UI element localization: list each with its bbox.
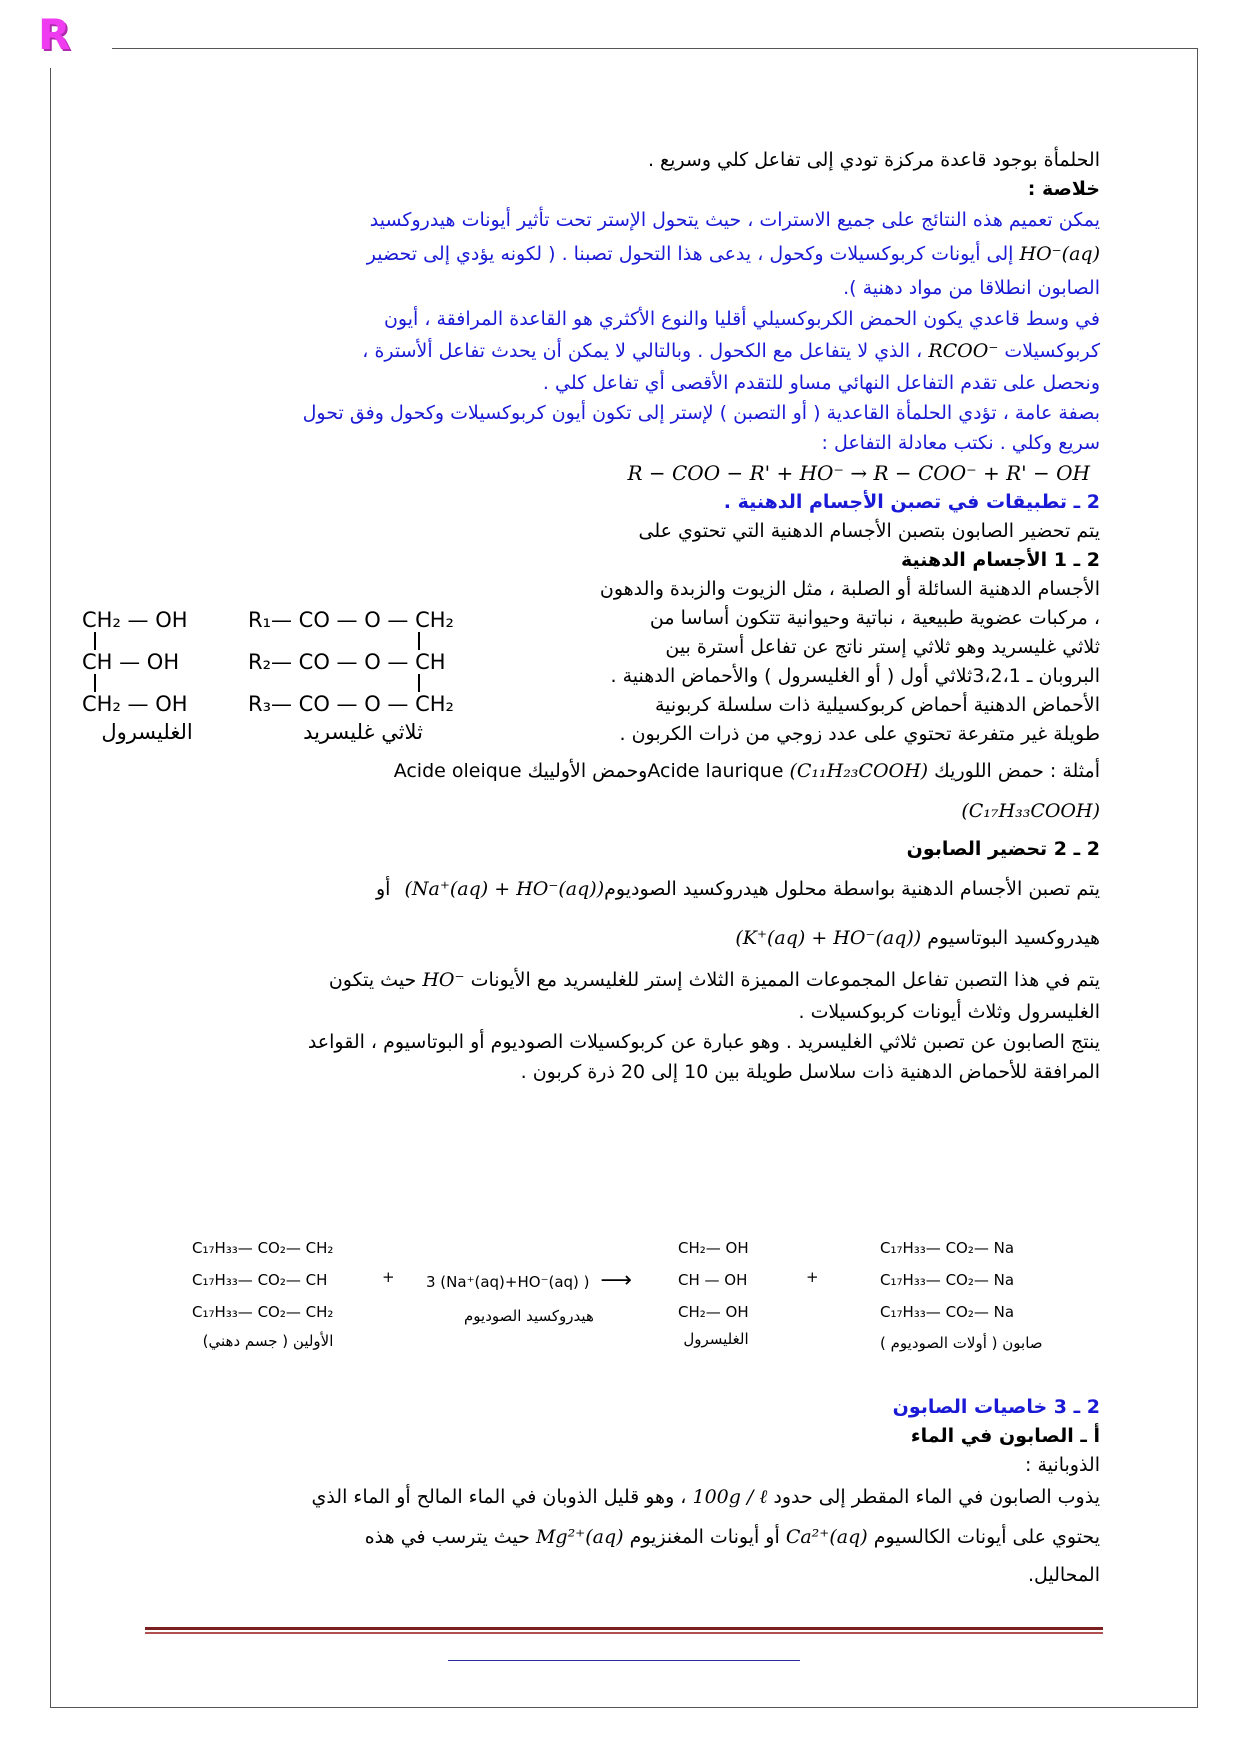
paragraph-intro: الحلمأة بوجود قاعدة مركزة تودي إلى تفاعل كلي وسريع .	[647, 149, 1100, 171]
summary-line: بصفة عامة ، تؤدي الحلمأة القاعدية ( أو التصبن ) لإستر إلى تكون أيون كربوكسيلات وكحول وفق تحول	[302, 402, 1100, 424]
acid-name-lauric: Acide laurique	[647, 760, 784, 782]
glycerol-row: CH₂ — OH	[82, 608, 188, 632]
section-2-title: 2 ـ تطبيقات في تصبن الأجسام الدهنية .	[723, 491, 1100, 513]
summary-line: سريع وكلي . نكتب معادلة التفاعل :	[821, 432, 1100, 454]
section-2-3-title: 2 ـ 3 خاصيات الصابون	[892, 1396, 1100, 1418]
glycerol-row: CH₂ — OH	[82, 692, 188, 716]
triglyceride-row: R₁— CO — O — CH₂	[248, 608, 454, 632]
triglyceride-caption: ثلاثي غليسريد	[303, 720, 423, 744]
fatty-line: الأجسام الدهنية السائلة أو الصلبة ، مثل الزيوت والزبدة والدهون	[599, 578, 1100, 600]
soap-prep-line: الغليسرول وثلاث أيونات كربوكسيلات .	[798, 1001, 1100, 1023]
acid-name-oleic: Acide oleique	[393, 760, 522, 782]
olein-row: C₁₇H₃₃— CO₂— CH	[192, 1271, 328, 1289]
formula-solubility: 100g / ℓ	[692, 1486, 768, 1508]
reaction-glycerol	[678, 1232, 749, 1350]
glycerol-product-caption: الغليسرول	[683, 1330, 749, 1348]
examples-and: وحمض الأولييك	[527, 760, 648, 782]
glycerol-product-row: CH — OH	[678, 1271, 748, 1289]
saponification-equation: R − COO − R' + HO⁻ → R − COO⁻ + R' − OH	[627, 461, 1090, 485]
reaction-plus-2: +	[806, 1268, 819, 1286]
section-2-1-title: 2 ـ 1 الأجسام الدهنية	[900, 549, 1100, 571]
examples-label: أمثلة : حمض اللوريك	[934, 760, 1100, 782]
formula-naoh: (Na⁺(aq) + HO⁻(aq))	[404, 878, 605, 900]
soap-row: C₁₇H₃₃— CO₂— Na	[880, 1303, 1015, 1321]
formula-lauric: (C₁₁H₂₃COOH)	[789, 760, 929, 782]
examples-line-2	[150, 789, 1100, 833]
summary-line: ونحصل على تقدم التفاعل النهائي مساو للتقدم الأقصى أي تفاعل كلي .	[542, 372, 1100, 394]
section-2-2-title: 2 ـ 2 تحضير الصابون	[906, 838, 1100, 860]
solubility-text: أو أيونات المغنزيوم	[629, 1526, 780, 1548]
fatty-line: ، مركبات عضوية طبيعية ، نباتية وحيوانية تتكون أساسا من	[649, 607, 1100, 629]
formula-koh: (K⁺(aq) + HO⁻(aq))	[735, 927, 922, 949]
reaction-plus-1: +	[382, 1268, 395, 1286]
soap-prep-or: أو	[375, 878, 391, 900]
soap-prep-line: ينتج الصابون عن تصبن ثلاثي الغليسريد . وهو عبارة عن كربوكسيلات الصوديوم أو البوتاسيوم ، القواعد	[307, 1031, 1100, 1053]
olein-row: C₁₇H₃₃— CO₂— CH₂	[192, 1239, 334, 1257]
bond-vertical	[94, 632, 96, 650]
glycerol-caption: الغليسرول	[101, 720, 193, 744]
bond-vertical	[94, 674, 96, 692]
fatty-line: البروبان ـ 3،2،1ثلاثي أول ( أو الغليسرول ) والأحماض الدهنية .	[610, 665, 1100, 687]
soap-properties	[150, 1392, 1100, 1590]
solubility-text: يحتوي على أيونات الكالسيوم	[873, 1526, 1100, 1548]
naoh-formula: 3 (Na⁺(aq)+HO⁻(aq) )	[426, 1273, 590, 1291]
footer-rule-thin	[145, 1632, 1103, 1634]
fatty-bodies-text	[500, 575, 1100, 749]
summary-line: في وسط قاعدي يكون الحمض الكربوكسيلي أقليا والنوع الأكثري هو القاعدة المرافقة ، أيون	[383, 308, 1100, 330]
solubility-line	[150, 1514, 1100, 1560]
triglyceride-row: R₂— CO — O — CH	[248, 650, 446, 674]
summary-line-text: كربوكسيلات	[1004, 340, 1100, 362]
reaction-arrow: ⟶	[600, 1268, 632, 1293]
glycerol-figure	[82, 608, 212, 744]
soap-prep-text: هيدروكسيد البوتاسيوم	[927, 927, 1100, 949]
formula-ho-ion: HO⁻	[422, 969, 465, 991]
olein-row: C₁₇H₃₃— CO₂— CH₂	[192, 1303, 334, 1321]
footer-link-line	[448, 1660, 800, 1661]
fatty-line: طويلة غير متفرعة تحتوي على عدد زوجي من ذرات الكربون .	[619, 723, 1100, 745]
soap-row: C₁₇H₃₃— CO₂— Na	[880, 1271, 1015, 1289]
soap-prep-text: حيث يتكون	[328, 969, 417, 991]
formula-ho: HO⁻(aq)	[1019, 243, 1100, 265]
page-border-top	[112, 48, 1198, 49]
reaction-olein	[192, 1232, 333, 1354]
soap-row: C₁₇H₃₃— CO₂— Na	[880, 1239, 1015, 1257]
examples-line	[150, 753, 1100, 789]
summary-title: خلاصة :	[1027, 178, 1100, 200]
formula-magnesium: Mg²⁺(aq)	[535, 1526, 624, 1548]
section-2-intro: يتم تحضير الصابون بتصبن الأجسام الدهنية التي تحتوي على	[638, 520, 1100, 542]
logo-r: R	[38, 10, 71, 59]
formula-rcoo: RCOO⁻	[928, 340, 999, 362]
solubility-title: الذوبانية :	[1025, 1454, 1100, 1476]
summary-line: الصابون انطلاقا من مواد دهنية ).	[843, 277, 1100, 299]
bond-vertical	[418, 674, 420, 692]
section-2-3-a-title: أ ـ الصابون في الماء	[910, 1425, 1100, 1447]
footer-rule	[145, 1627, 1103, 1630]
soap-prep-text: يتم في هذا التصبن تفاعل المجموعات المميزة الثلاث إستر للغليسريد مع الأيونات	[470, 969, 1100, 991]
soap-prep-line: المرافقة للأحماض الدهنية ذات سلاسل طويلة بين 10 إلى 20 ذرة كربون .	[520, 1061, 1100, 1083]
solubility-text: يذوب الصابون في الماء المقطر إلى حدود	[773, 1486, 1100, 1508]
summary-line: يمكن تعميم هذه النتائج على جميع الاسترات ، حيث يتحول الإستر تحت تأثير أيونات هيدروكسيد	[369, 209, 1100, 231]
solubility-text: حيث يترسب في هذه	[364, 1526, 530, 1548]
summary-line	[150, 236, 1100, 272]
triglyceride-row: R₃— CO — O — CH₂	[248, 692, 454, 716]
summary-block	[150, 204, 1100, 458]
solubility-line: المحاليل.	[1027, 1564, 1100, 1586]
naoh-caption: هيدروكسيد الصوديوم	[463, 1307, 594, 1325]
glycerol-row: CH — OH	[82, 650, 180, 674]
fatty-line: الأحماض الدهنية أحماض كربوكسيلية ذات سلسلة كربونية	[655, 694, 1100, 716]
olein-caption: الأولين ( جسم دهني)	[202, 1332, 334, 1350]
summary-line	[150, 334, 1100, 368]
page-border-bottom	[50, 1707, 1198, 1708]
reaction-soap	[880, 1232, 1043, 1358]
triglyceride-figure	[248, 608, 478, 744]
soap-prep-line	[150, 963, 1100, 997]
formula-oleic: (C₁₇H₃₃COOH)	[961, 800, 1100, 822]
reaction-naoh	[426, 1268, 632, 1325]
bond-vertical	[418, 632, 420, 650]
page-border-left	[50, 68, 51, 1708]
fatty-line: ثلاثي غليسريد وهو ثلاثي إستر ناتج عن تفاعل أسترة بين	[665, 636, 1100, 658]
glycerol-product-row: CH₂— OH	[678, 1303, 749, 1321]
page-border-right	[1197, 48, 1198, 1708]
formula-calcium: Ca²⁺(aq)	[785, 1526, 868, 1548]
summary-line-text: ، الذي لا يتفاعل مع الكحول . وبالتالي لا يمكن أن يحدث تفاعل ألأسترة ،	[362, 340, 923, 362]
soap-prep-line	[150, 865, 1100, 913]
solubility-text: ، وهو قليل الذوبان في الماء المالح أو الماء الذي	[311, 1486, 687, 1508]
summary-line-text: إلى أيونات كربوكسيلات وكحول ، يدعى هذا التحول تصبنا . ( لكونه يؤدي إلى تحضير	[366, 243, 1014, 265]
solubility-line	[150, 1480, 1100, 1514]
soap-prep-line	[150, 913, 1100, 963]
soap-caption: صابون ( أولات الصوديوم )	[880, 1334, 1043, 1352]
glycerol-product-row: CH₂— OH	[678, 1239, 749, 1257]
soap-prep-text: يتم تصبن الأجسام الدهنية بواسطة محلول هيدروكسيد الصوديوم	[604, 878, 1100, 900]
